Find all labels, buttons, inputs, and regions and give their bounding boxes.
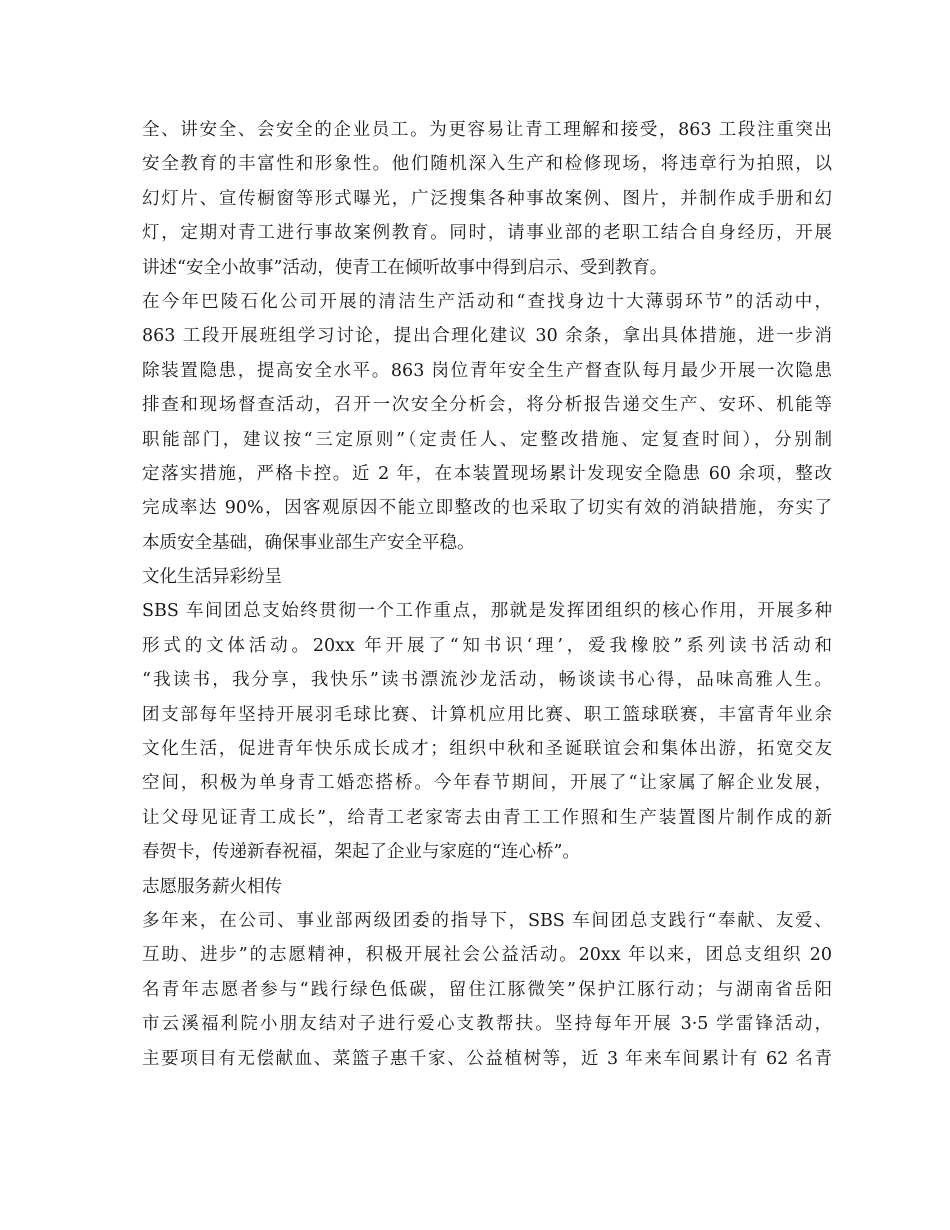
text-line: 除装置隐患，提高安全水平。863 岗位青年安全生产督查队每月最少开展一次隐患 [142, 360, 832, 381]
text-line: 空间，积极为单身青工婚恋搭桥。今年春节期间，开展了“让家属了解企业发展， [142, 773, 832, 794]
section-heading-culture: 文化生活异彩纷呈 [142, 567, 282, 588]
text-line: 完成率达 90%，因客观原因不能立即整改的也采取了切实有效的消缺措施，夯实了 [142, 498, 832, 519]
text-line: 定落实措施，严格卡控。近 2 年，在本装置现场累计发现安全隐患 60 余项，整改 [142, 463, 832, 484]
text-line: 形式的文体活动。20xx 年开展了“知书识‘理’，爱我橡胶”系列读书活动和 [142, 635, 832, 656]
text-line: 互助、进步”的志愿精神，积极开展社会公益活动。20xx 年以来，团总支组织 20 [142, 945, 832, 966]
text-line: 讲述“安全小故事”活动，使青工在倾听故事中得到启示、受到教育。 [142, 257, 668, 278]
text-line: 市云溪福利院小朋友结对子进行爱心支教帮扶。坚持每年开展 3·5 学雷锋活动， [142, 1014, 832, 1035]
text-line: 灯，定期对青工进行事故案例教育。同时，请事业部的老职工结合自身经历，开展 [142, 223, 832, 244]
text-line: 幻灯片、宣传橱窗等形式曝光，广泛搜集各种事故案例、图片，并制作成手册和幻 [142, 188, 832, 209]
text-line: 让父母见证青工成长”，给青工老家寄去由青工工作照和生产装置图片制作成的新 [142, 807, 832, 828]
paragraph-1 [142, 113, 832, 285]
section-heading-volunteer: 志愿服务薪火相传 [142, 876, 282, 897]
document-page [142, 113, 832, 1076]
text-line: 多年来，在公司、事业部两级团委的指导下，SBS 车间团总支践行“奉献、友爱、 [142, 910, 832, 931]
text-line: 名青年志愿者参与“践行绿色低碳，留住江豚微笑”保护江豚行动；与湖南省岳阳 [142, 979, 832, 1000]
text-line: 春贺卡，传递新春祝福，架起了企业与家庭的“连心桥”。 [142, 842, 580, 863]
text-line: 本质安全基础，确保事业部生产安全平稳。 [142, 532, 475, 553]
text-line: 排查和现场督查活动，召开一次安全分析会，将分析报告递交生产、安环、机能等 [142, 395, 832, 416]
paragraph-3 [142, 594, 832, 869]
text-line: 863 工段开展班组学习讨论，提出合理化建议 30 余条，拿出具体措施，进一步消 [142, 326, 832, 347]
text-line: 文化生活，促进青年快乐成长成才；组织中秋和圣诞联谊会和集体出游，拓宽交友 [142, 739, 832, 760]
paragraph-4 [142, 904, 832, 1076]
text-line: 全、讲安全、会安全的企业员工。为更容易让青工理解和接受，863 工段注重突出 [142, 120, 832, 140]
paragraph-2 [142, 285, 832, 560]
text-line: 安全教育的丰富性和形象性。他们随机深入生产和检修现场，将违章行为拍照，以 [142, 154, 832, 175]
text-line: 团支部每年坚持开展羽毛球比赛、计算机应用比赛、职工篮球联赛，丰富青年业余 [142, 704, 832, 725]
text-line: SBS 车间团总支始终贯彻一个工作重点，那就是发挥团组织的核心作用，开展多种 [142, 601, 832, 622]
text-line: 主要项目有无偿献血、菜篮子惠千家、公益植树等，近 3 年来车间累计有 62 名青 [142, 1048, 832, 1069]
text-line: 职能部门，建议按“三定原则”（定责任人、定整改措施、定复查时间），分别制 [142, 429, 832, 450]
text-line: 在今年巴陵石化公司开展的清洁生产活动和“查找身边十大薄弱环节”的活动中， [142, 291, 832, 312]
text-line: “我读书，我分享，我快乐”读书漂流沙龙活动，畅谈读书心得，品味高雅人生。 [142, 670, 832, 691]
